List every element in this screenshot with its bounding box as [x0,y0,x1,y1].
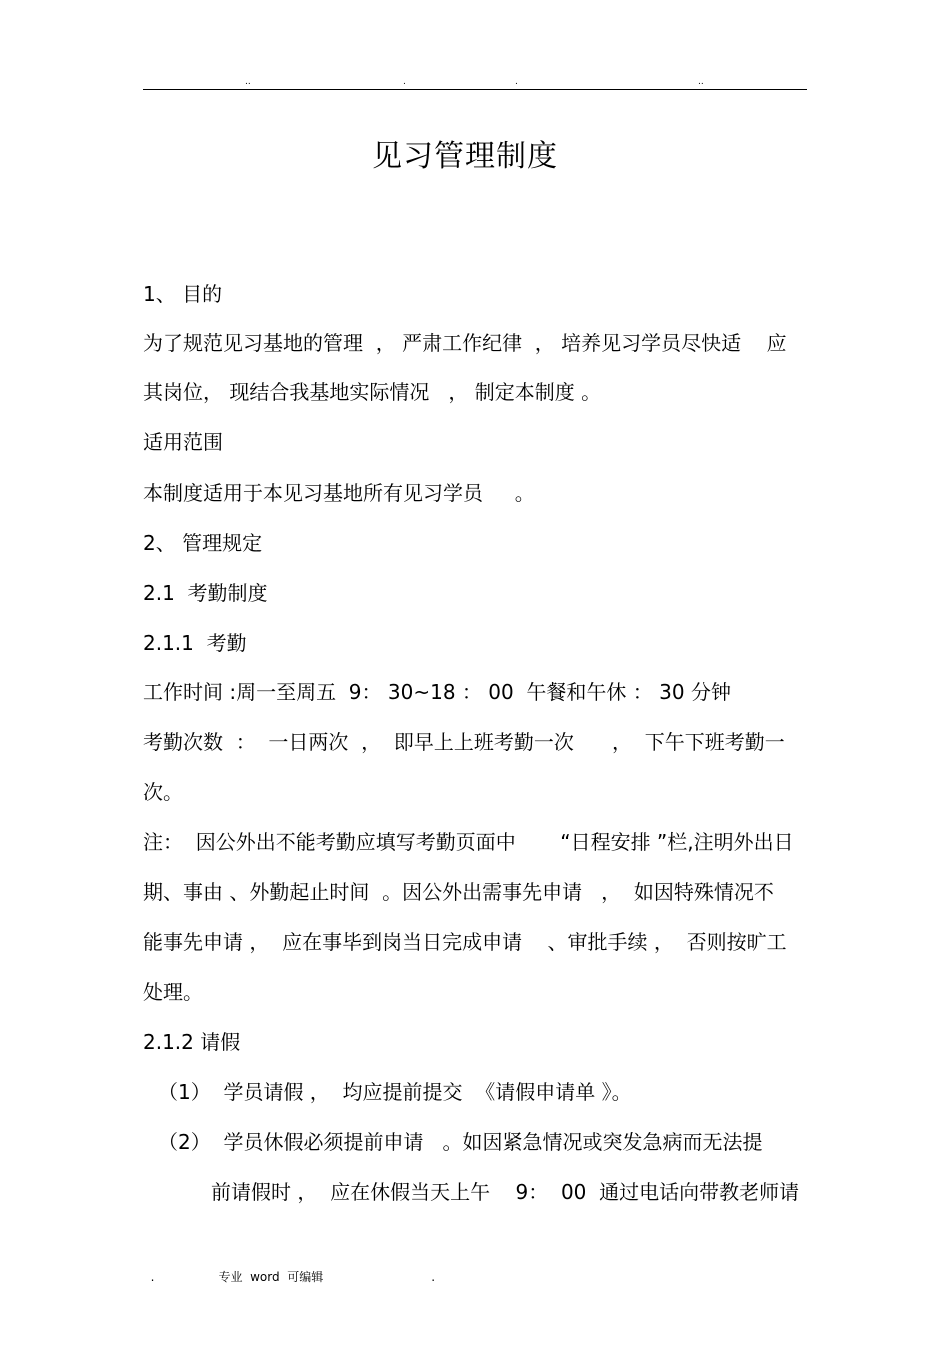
header-dot-3: . [515,77,518,87]
header-dot-4: .. [698,77,704,87]
document-title: 见习管理制度 [372,139,558,174]
paragraph-line: 其岗位， 现结合我基地实际情况 ， 制定本制度 。 [143,380,602,404]
list-item: （2） 学员休假必须提前申请 。如因紧急情况或突发急病而无法提 [158,1130,763,1154]
header-dot-1: .. [245,77,251,87]
paragraph-line: 注： 因公外出不能考勤应填写考勤页面中 “日程安排 ”栏,注明外出日 [143,830,794,854]
paragraph-line: 处理。 [143,980,203,1004]
page-header-dots [143,74,807,90]
paragraph-line: 考勤次数 ： 一日两次 ， 即早上上班考勤一次 ， 下午下班考勤一 [143,730,785,754]
subsection-heading-attendance: 2.1 考勤制度 [143,581,268,605]
paragraph-line: 本制度适用于本见习基地所有见习学员 。 [143,481,535,505]
paragraph-line: 工作时间 :周一至周五 9： 30~18 ： 00 午餐和午休 ： 30 分钟 [143,680,731,704]
header-dot-2: . [403,77,406,87]
subsection-heading-leave: 2.1.2 请假 [143,1030,241,1054]
footer-right-dot: . [431,1270,436,1284]
section-heading-scope: 适用范围 [143,430,223,454]
paragraph-line: 次。 [143,780,183,804]
paragraph-line: 期、事由 、外勤起止时间 。因公外出需事先申请 ， 如因特殊情况不 [143,880,774,904]
list-item-continuation: 前请假时 ， 应在休假当天上午 9： 00 通过电话向带教老师请 [211,1180,800,1204]
footer-left-dot: . [150,1270,155,1284]
paragraph-line: 为了规范见习基地的管理 ， 严肃工作纪律 ， 培养见习学员尽快适 应 [143,331,787,355]
header-rule [143,89,807,90]
list-item: （1） 学员请假 ， 均应提前提交 《请假申请单 》。 [158,1080,632,1104]
paragraph-line: 能事先申请 ， 应在事毕到岗当日完成申请 、审批手续 ， 否则按旷工 [143,930,787,954]
footer-text: 专业 word 可编辑 [218,1270,324,1284]
section-heading-rules: 2、 管理规定 [143,531,263,555]
section-heading-purpose: 1、 目的 [143,282,223,306]
page-footer [143,1250,435,1286]
subsection-heading-checkin: 2.1.1 考勤 [143,631,247,655]
